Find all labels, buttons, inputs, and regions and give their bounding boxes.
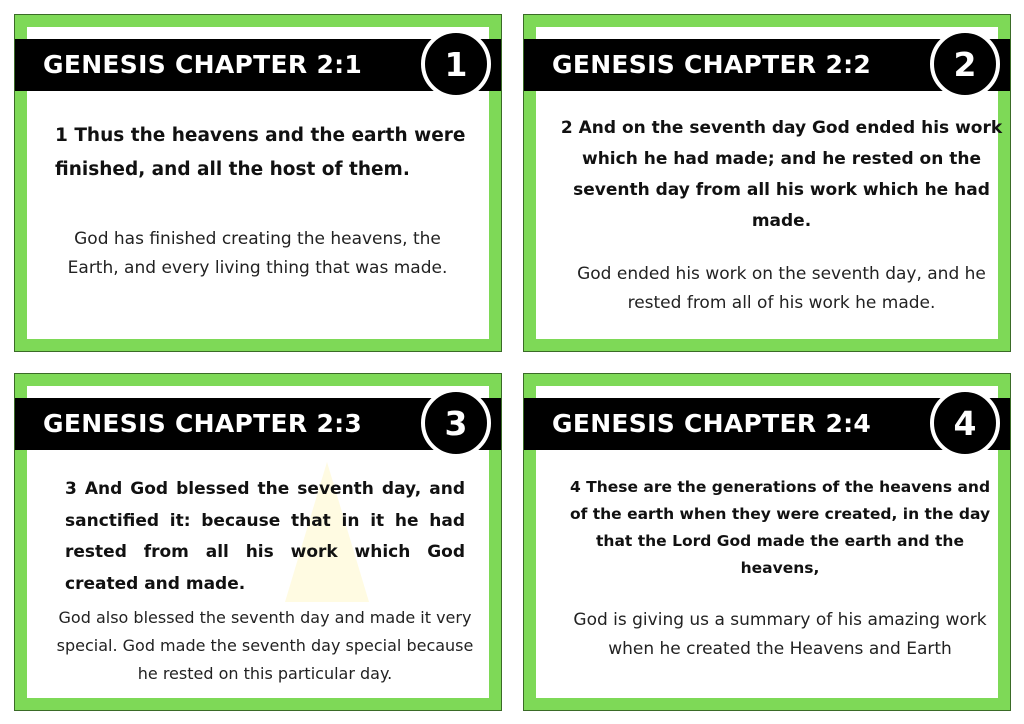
verse-card-1 [14, 14, 502, 352]
summary-text: God also blessed the seventh day and made it very special. God made the seventh day special because he rested on this particular day. [56, 608, 474, 683]
verse-card-3 [14, 373, 502, 711]
card-title: GENESIS CHAPTER 2:4 [552, 409, 872, 438]
summary-text: God has finished creating the heavens, the Earth, and every living thing that was made. [67, 229, 448, 278]
verse-text: 4 These are the generations of the heavens and of the earth when they were created, in the day that the Lord God made the earth and the heavens, [569, 478, 991, 577]
card-title: GENESIS CHAPTER 2:1 [43, 50, 363, 79]
verse-text: 3 And God blessed the seventh day, and sanctified it: because that in it he had rested from all his work which God created and made. [65, 479, 465, 594]
card-title: GENESIS CHAPTER 2:3 [43, 409, 363, 438]
verse-card-4 [523, 373, 1011, 711]
summary-text: God ended his work on the seventh day, and he rested from all of his work he made. [577, 264, 986, 313]
card-number-badge: 1 [421, 29, 491, 99]
card-number-badge: 3 [421, 388, 491, 458]
card-number-badge: 2 [930, 29, 1000, 99]
verse-card-2 [523, 14, 1011, 352]
verse-text: 2 And on the seventh day God ended his work which he had made; and he rested on the seventh day from all his work which he had made. [560, 118, 1003, 231]
card-number-badge: 4 [930, 388, 1000, 458]
card-title: GENESIS CHAPTER 2:2 [552, 50, 872, 79]
summary-text: God is giving us a summary of his amazing work when he created the Heavens and Earth [573, 610, 987, 659]
verse-text: 1 Thus the heavens and the earth were finished, and all the host of them. [55, 125, 466, 180]
